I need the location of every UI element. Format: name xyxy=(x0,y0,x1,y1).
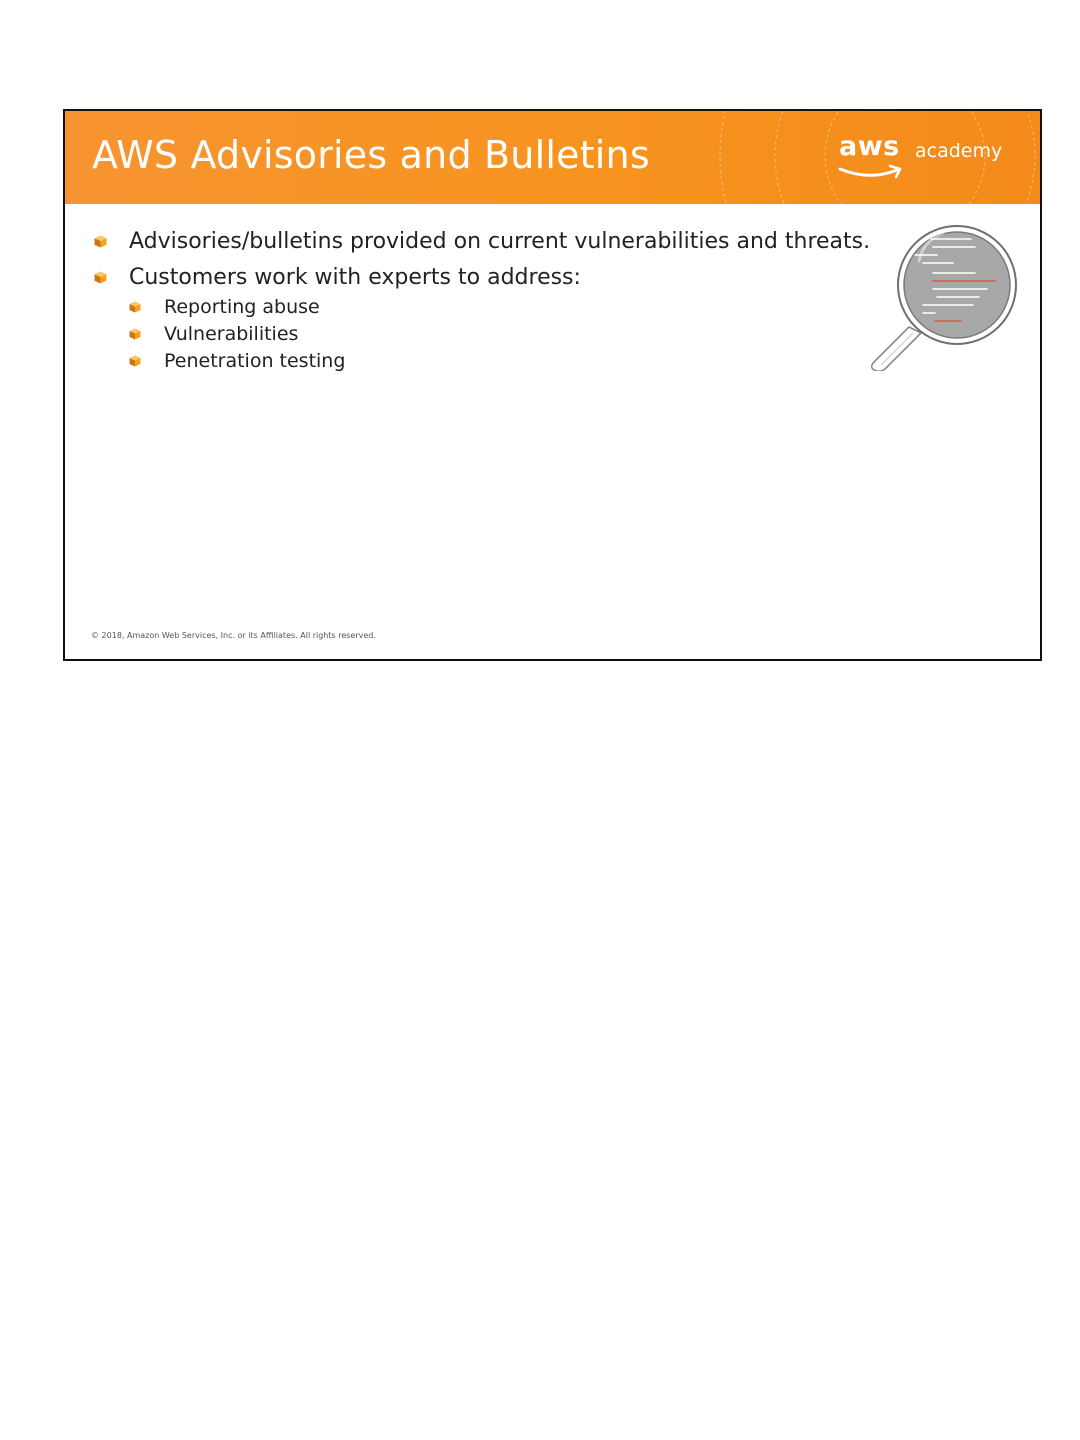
bullet-text: Advisories/bulletins provided on current vulnerabilities and threats. xyxy=(129,229,871,254)
sub-bullet-text: Vulnerabilities xyxy=(164,323,299,345)
sub-bullet-item xyxy=(129,323,298,345)
bullet-item xyxy=(94,265,581,290)
cube-bullet-icon xyxy=(94,271,107,284)
sub-bullet-text: Penetration testing xyxy=(164,350,346,372)
magnifying-glass-icon xyxy=(863,221,1023,371)
sub-bullet-text: Reporting abuse xyxy=(164,296,320,318)
bullet-item xyxy=(94,229,870,254)
slide-title: AWS Advisories and Bulletins xyxy=(92,133,650,177)
cube-bullet-icon xyxy=(129,328,141,340)
sub-bullet-item xyxy=(129,350,345,372)
bullet-text: Customers work with experts to address: xyxy=(129,265,581,290)
logo-academy-text: academy xyxy=(915,140,1003,162)
cube-bullet-icon xyxy=(94,235,107,248)
logo-aws-text: aws xyxy=(839,131,900,162)
sub-bullet-item xyxy=(129,296,320,318)
copyright-footer: © 2018, Amazon Web Services, Inc. or its Affiliates. All rights reserved. xyxy=(91,631,376,640)
slide xyxy=(63,109,1042,661)
cube-bullet-icon xyxy=(129,355,141,367)
cube-bullet-icon xyxy=(129,301,141,313)
